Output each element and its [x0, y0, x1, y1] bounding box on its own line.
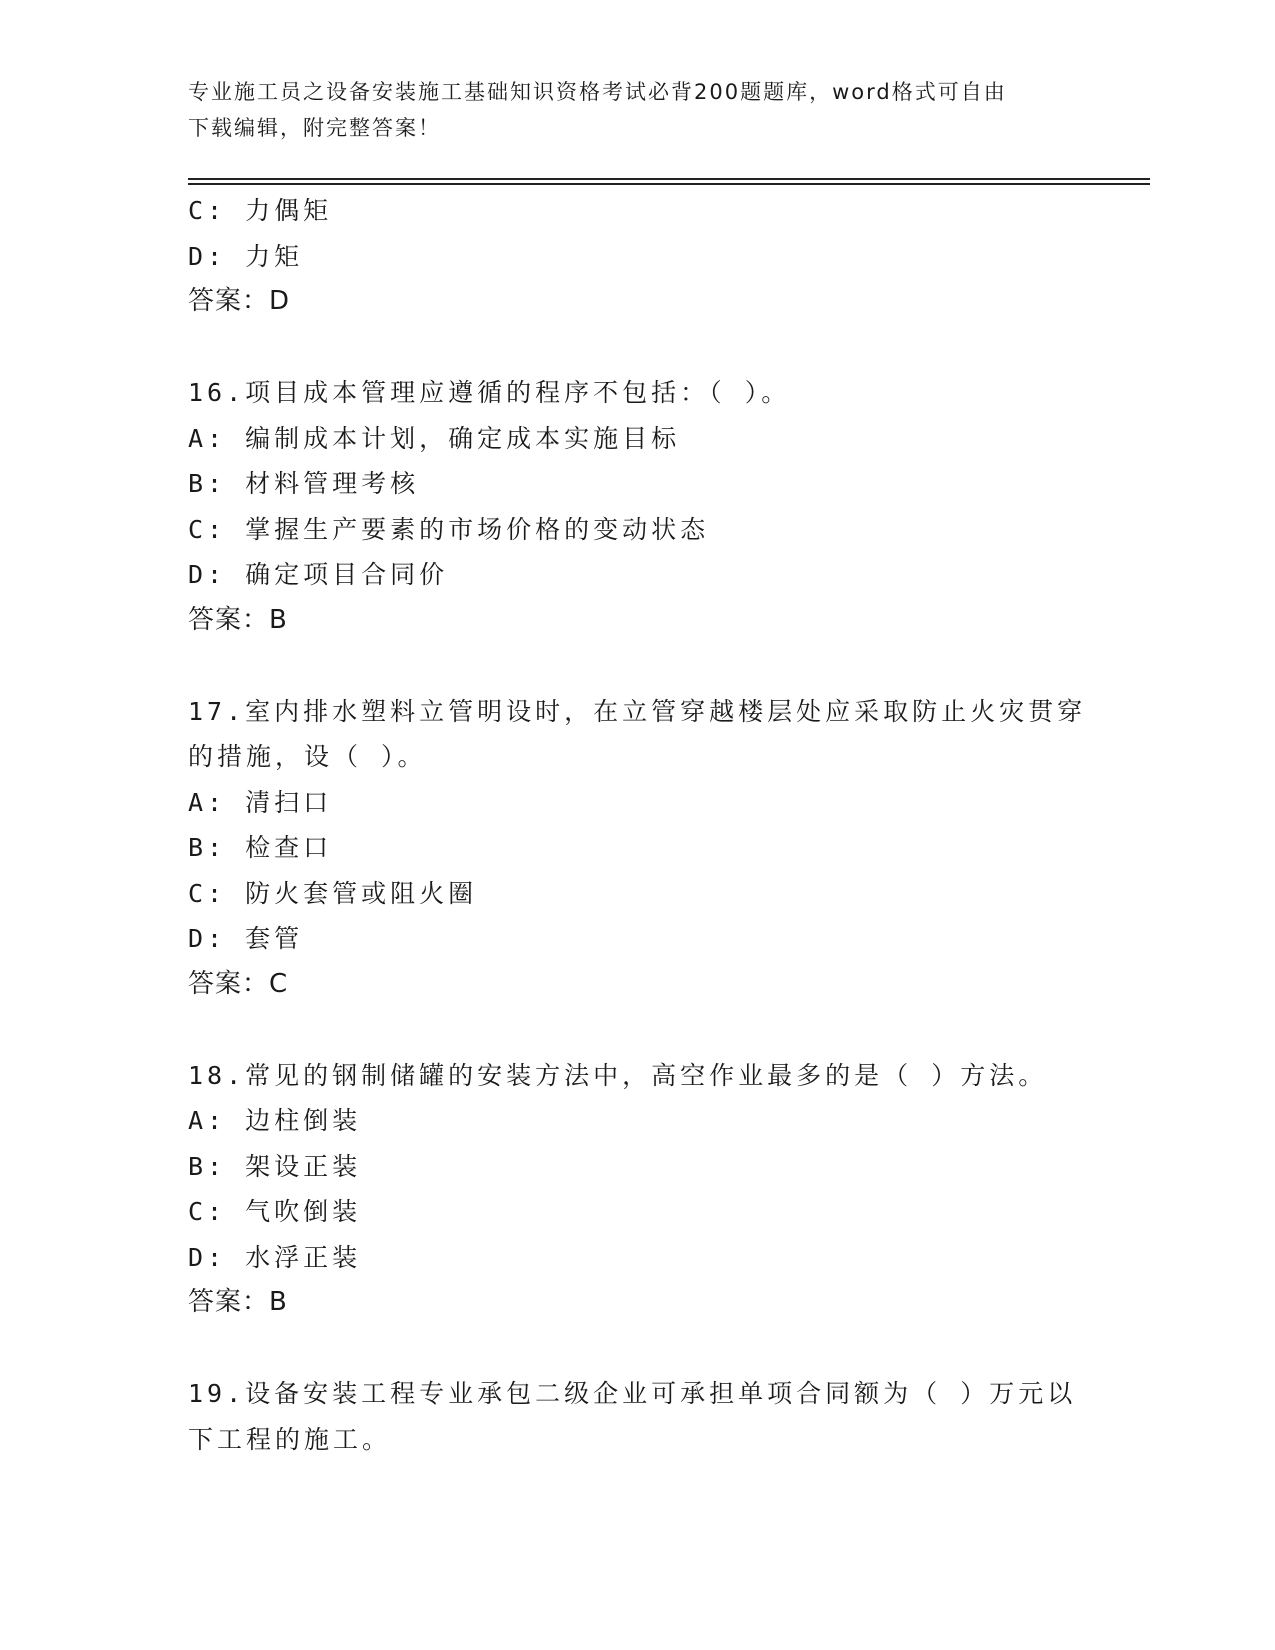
q19-question-line-1: 19.设备安装工程专业承包二级企业可承担单项合同额为（ ）万元以	[188, 1379, 1077, 1408]
q15-answer: 答案：D	[188, 286, 291, 316]
q17-question-line-1: 17.室内排水塑料立管明设时，在立管穿越楼层处应采取防止火灾贯穿	[188, 696, 1087, 726]
q16-option-d: D: 确定项目合同价	[188, 560, 449, 589]
q16-question: 16.项目成本管理应遵循的程序不包括：（ ）。	[188, 378, 791, 407]
header-divider-top	[188, 178, 1150, 180]
page-header	[188, 74, 1088, 146]
q18-option-d: D: 水浮正装	[188, 1242, 362, 1272]
q17-option-b: B: 检查口	[188, 833, 333, 862]
spacer	[188, 1007, 1148, 1053]
header-title-line-2: 下载编辑，附完整答案！	[188, 116, 441, 140]
q16-option-a: A: 编制成本计划，确定成本实施目标	[188, 423, 681, 453]
q17-option-d: D: 套管	[188, 924, 304, 953]
q15-option-d: D: 力矩	[188, 241, 304, 271]
spacer	[188, 1326, 1148, 1372]
header-title-line-1: 专业施工员之设备安装施工基础知识资格考试必背200题题库，word格式可自由	[188, 80, 1007, 104]
q17-option-c: C: 防火套管或阻火圈	[188, 878, 478, 908]
q16-option-c: C: 掌握生产要素的市场价格的变动状态	[188, 514, 710, 544]
q18-option-c: C: 气吹倒装	[188, 1197, 362, 1226]
q15-option-c: C: 力偶矩	[188, 196, 333, 225]
question-list	[188, 188, 1148, 1462]
q16-answer: 答案：B	[188, 604, 288, 635]
spacer	[188, 325, 1148, 371]
q18-answer: 答案：B	[188, 1287, 288, 1317]
q18-question: 18.常见的钢制储罐的安装方法中，高空作业最多的是（ ）方法。	[188, 1060, 1048, 1090]
q18-option-b: B: 架设正装	[188, 1151, 362, 1181]
header-divider-bottom	[188, 183, 1150, 185]
q17-question-line-2: 的措施，设（ ）。	[188, 742, 427, 771]
q17-option-a: A: 清扫口	[188, 787, 333, 817]
spacer	[188, 643, 1148, 689]
q16-option-b: B: 材料管理考核	[188, 469, 420, 498]
q19-question-line-2: 下工程的施工。	[188, 1424, 392, 1454]
q18-option-a: A: 边柱倒装	[188, 1106, 362, 1135]
q17-answer: 答案：C	[188, 968, 289, 999]
